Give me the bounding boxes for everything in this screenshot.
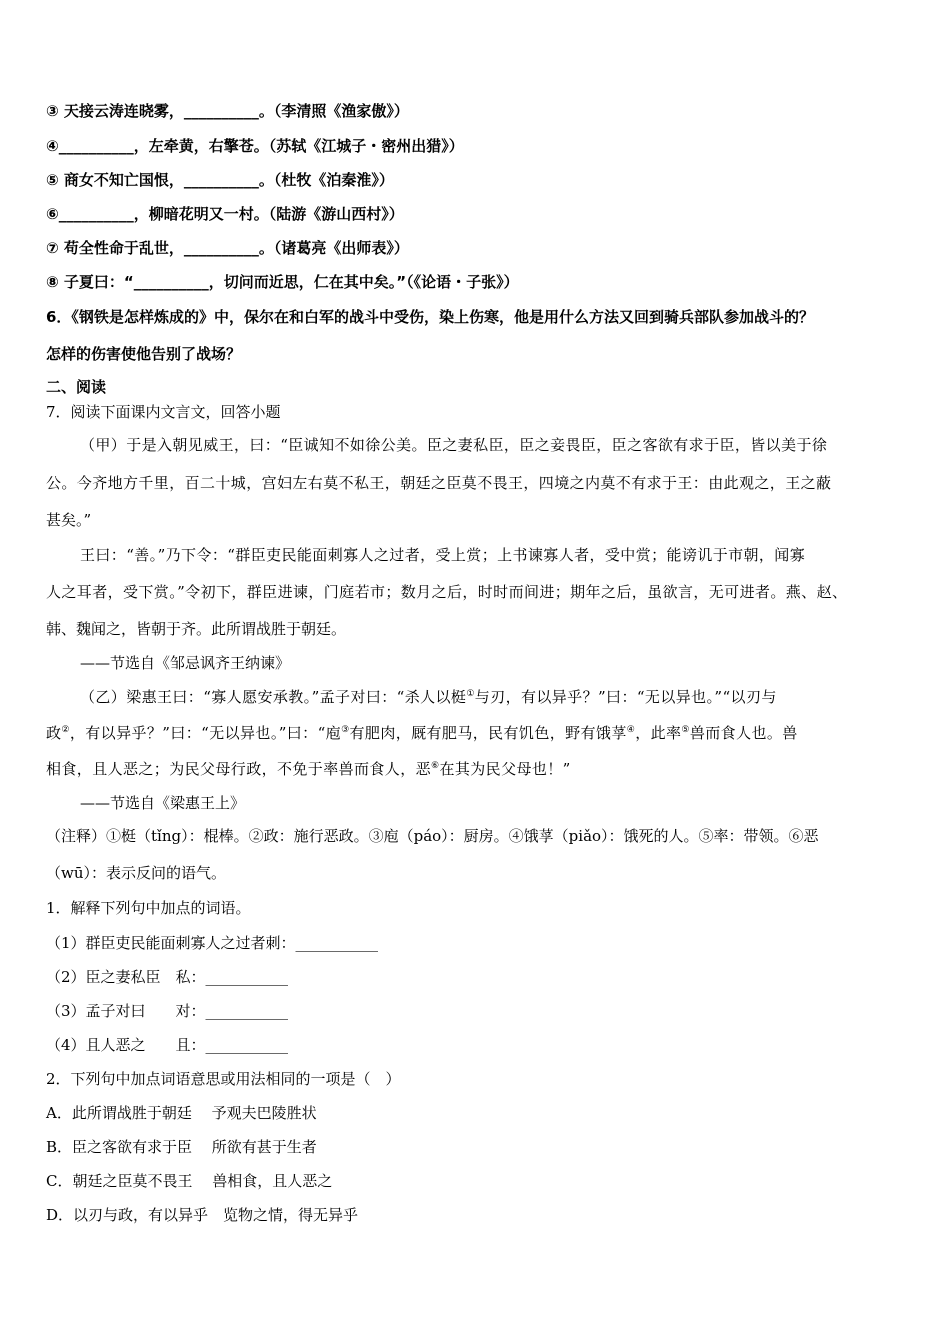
passage-jia-line-2: 公。今齐地方千里，百二十城，宫妇左右莫不私王，朝廷之臣莫不畏王，四境之内莫不有求于王：由此观之，王之蔽 [46, 474, 832, 492]
passage-jia-line-6: 韩、魏闻之，皆朝于齐。此所谓战胜于朝廷。 [46, 620, 347, 638]
passage-jia-source: ——节选自《邹忌讽齐王纳谏》 [80, 654, 291, 672]
poem-line-6: ⑥__________，柳暗花明又一村。（陆游《游山西村》） [46, 205, 404, 223]
question-7-intro: 7．阅读下面课内文言文，回答小题 [46, 403, 281, 421]
passage-yi-source: ——节选自《梁惠王上》 [80, 794, 246, 812]
option-a: A．此所谓战胜于朝廷 予观夫巴陵胜状 [46, 1104, 317, 1122]
passage-yi-line-1: （乙）梁惠王曰：“寡人愿安承教。”孟子对曰：“杀人以梃①与刃，有以异乎？”曰：“无以异也。”“以刃与 [80, 688, 777, 706]
subquestion-1-item-2: （2）臣之妻私臣 私：___________ [46, 968, 289, 986]
poem-line-4: ④__________，左牵黄，右擎苍。（苏轼《江城子・密州出猎》） [46, 137, 464, 155]
annotation-line-2: （wū）：表示反问的语气。 [46, 864, 227, 882]
poem-line-7: ⑦ 苟全性命于乱世，__________。（诸葛亮《出师表》） [46, 239, 409, 257]
question-6-line-1: 6．《钢铁是怎样炼成的》中，保尔在和白军的战斗中受伤，染上伤寒，他是用什么方法又回到骑兵部队参加战斗的？ [46, 308, 814, 326]
passage-jia-line-1: （甲）于是入朝见威王，曰：“臣诚知不如徐公美。臣之妻私臣，臣之妾畏臣，臣之客欲有求于臣，皆以美于徐 [80, 436, 828, 454]
poem-line-8: ⑧ 子夏曰：“__________，切问而近思，仁在其中矣。”（《论语・子张》） [46, 273, 519, 291]
option-d: D．以刃与政，有以异乎 览物之情，得无异乎 [46, 1206, 359, 1224]
passage-jia-line-3: 甚矣。” [46, 511, 92, 529]
annotation-line-1: （注释）①梃（tǐng）：棍棒。②政：施行恶政。③庖（páo）：厨房。④饿莩（piǎo）：饿死的人。⑤率：带领。⑥恶 [46, 827, 819, 845]
poem-line-5: ⑤ 商女不知亡国恨，__________。（杜牧《泊秦淮》） [46, 171, 394, 189]
passage-yi-line-3: 相食，且人恶之；为民父母行政，不免于率兽而食人，恶⑥在其为民父母也！” [46, 760, 571, 778]
passage-jia-line-5: 人之耳者，受下赏。”令初下，群臣进谏，门庭若市；数月之后，时时而间进；期年之后，虽欲言，无可进者。燕、赵、 [46, 583, 848, 601]
subquestion-1-title: 1．解释下列句中加点的词语。 [46, 899, 251, 917]
option-b: B．臣之客欲有求于臣 所欲有甚于生者 [46, 1138, 317, 1156]
subquestion-1-item-4: （4）且人恶之 且：___________ [46, 1036, 289, 1054]
passage-yi-line-2: 政②，有以异乎？”曰：“无以异也。”曰：“庖③有肥肉，厩有肥马，民有饥色，野有饿莩④，此率⑤兽而食人也。兽 [46, 724, 798, 742]
subquestion-2-title: 2．下列句中加点词语意思或用法相同的一项是（ ） [46, 1070, 401, 1088]
subquestion-1-item-3: （3）孟子对曰 对：___________ [46, 1002, 289, 1020]
passage-jia-line-4: 王曰：“善。”乃下令：“群臣吏民能面刺寡人之过者，受上赏；上书谏寡人者，受中赏；能谤讥于市朝，闻寡 [80, 546, 806, 564]
question-6-line-2: 怎样的伤害使他告别了战场？ [46, 345, 242, 363]
option-c: C．朝廷之臣莫不畏王 兽相食，且人恶之 [46, 1172, 333, 1190]
subquestion-1-item-1: （1）群臣吏民能面刺寡人之过者刺：___________ [46, 934, 379, 952]
section-heading-reading: 二、阅读 [46, 378, 107, 396]
poem-line-3: ③ 天接云涛连晓雾，__________。（李清照《渔家傲》） [46, 102, 409, 120]
